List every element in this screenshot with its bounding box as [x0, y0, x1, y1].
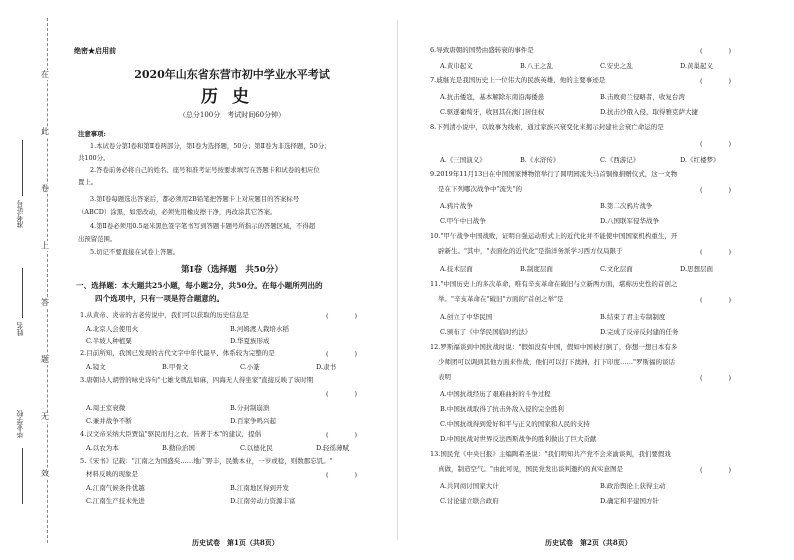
- option[interactable]: D.思想层面: [680, 265, 714, 273]
- question-stem: 7.戚继光是我国历史上一位伟大的民族英雄，他的主要事迹是: [430, 76, 606, 84]
- name-label: 姓名: [16, 322, 24, 336]
- notice-line: 置上。: [78, 178, 98, 186]
- option[interactable]: B.江南地区得到开发: [230, 484, 289, 492]
- question-stem: 3.唐朝诗人胡曾的咏史诗句"七雄戈戟乱如麻，四海无人得坐家"直接反映了该时期: [80, 376, 314, 384]
- option[interactable]: C.兼并战争不断: [86, 417, 132, 425]
- question-stem: 2.目前所知，我国已发现的古代文字中年代最早、体系较为完整的是: [80, 349, 275, 357]
- answer-paren[interactable]: ( ): [700, 186, 732, 194]
- option[interactable]: B.击败荷兰侵略者，收复台湾: [600, 93, 685, 101]
- option[interactable]: B.分封制崩溃: [230, 404, 270, 412]
- question-stem: 4.汉文帝采纳大臣贾谊"驱民而归之农，皆著于本"的建议，提倡: [80, 430, 262, 438]
- question-stem: 13.国民党《中央日报》主编陶希圣说："我们明知共产党不会来渝谈判，我们要假戏: [430, 450, 671, 458]
- notice-line: 2.答卷前务必将自己的姓名、座号和准考证号按要求填写在答题卡和试卷的相应位: [90, 166, 320, 174]
- margin-char: 效: [41, 469, 49, 478]
- margin-char: 卷: [41, 184, 49, 193]
- binding-margin: [0, 0, 70, 560]
- name-blank[interactable]: [22, 268, 23, 318]
- margin-char: 答: [41, 298, 49, 307]
- option[interactable]: D.八国联军侵华战争: [600, 217, 660, 225]
- option[interactable]: C.驱逐葡萄牙，收回其在澳门居住权: [440, 108, 545, 116]
- option[interactable]: C.中国抗战得到爱好和平与正义的国家和人民的支持: [440, 420, 590, 428]
- option[interactable]: D.抗击沙俄入侵，取得雅克萨大捷: [600, 108, 699, 116]
- answer-paren[interactable]: ( ): [326, 390, 358, 398]
- notice-line: 5.切记不要直接在试卷上答题。: [90, 248, 180, 256]
- exam-meta: （总分100分 考试时间60分钟）: [178, 111, 286, 119]
- option[interactable]: C.甲午中日战争: [440, 217, 486, 225]
- option[interactable]: B.勤俭治国: [162, 444, 195, 452]
- question-stem: 是在下列哪次战争中"流失"的: [438, 185, 522, 193]
- question-stem: 真做，制造空气。"由此可见，国民党发出谈判邀约的真实意图是: [438, 465, 623, 473]
- option[interactable]: A.北京人会使用火: [86, 325, 139, 333]
- part-intro: 四个选项中，只有一项是符合题意的。: [95, 294, 225, 303]
- answer-paren[interactable]: ( ): [700, 374, 732, 382]
- option[interactable]: D.江南劳动力资源丰富: [230, 497, 296, 505]
- option[interactable]: D.确定和平建国方针: [600, 497, 660, 505]
- school-blank[interactable]: [22, 448, 23, 504]
- exam-title: 2020年山东省东营市初中学业水平考试: [134, 68, 330, 81]
- dashed-cut-line: [47, 18, 48, 543]
- subject-title: 历史: [201, 87, 263, 107]
- option[interactable]: B.第二次鸦片战争: [600, 202, 653, 210]
- question-stem: 辟新生。"其中，"表面化的近代化"是指洋务派学习西方仅局限于: [438, 247, 623, 255]
- answer-paren[interactable]: ( ): [700, 77, 732, 85]
- option[interactable]: A.创立了中华民国: [440, 313, 493, 321]
- option[interactable]: C.半坡人种植粟: [86, 337, 132, 345]
- exam-number-label: 准考证号: [16, 200, 24, 228]
- question-stem: 6.导致唐朝的国势由盛转衰的事件是: [430, 46, 534, 54]
- page-footer: 历史试卷 第1页（共8页）: [192, 538, 279, 547]
- exam-number-blank[interactable]: [22, 140, 23, 196]
- option[interactable]: B.中国抗战取得了抗击外敌入侵的完全胜利: [440, 405, 564, 413]
- notice-line: （ABCD）涂黑，如需改动，必须先用橡皮擦干净，再改涂其它答案。: [78, 208, 277, 216]
- question-stem: 5.《宋书》记载："江南之为国盛矣……地广野丰，民勤本业，一岁或稔，则数郡忘饥。": [80, 457, 333, 465]
- answer-paren[interactable]: ( ): [326, 471, 358, 479]
- option[interactable]: D.隶书: [316, 363, 337, 371]
- option[interactable]: D.《红楼梦》: [680, 156, 720, 164]
- option[interactable]: A.鸦片战争: [440, 202, 473, 210]
- page-divider: [397, 20, 398, 540]
- option[interactable]: C.小篆: [240, 363, 260, 371]
- part-intro: 一、选择题：本大题共25小题，每小题2分，共50分。在每小题所列出的: [76, 281, 323, 290]
- option[interactable]: D.百家争鸣兴起: [230, 417, 277, 425]
- option[interactable]: B.河姆渡人栽培水稻: [230, 325, 289, 333]
- option[interactable]: C.文化层面: [600, 265, 633, 273]
- option[interactable]: C.安史之乱: [600, 62, 633, 70]
- option[interactable]: C.《西游记》: [600, 156, 640, 164]
- option[interactable]: B.结束了君主专制制度: [600, 313, 666, 321]
- option[interactable]: A.抗击倭寇，基本解除东南沿海倭患: [440, 93, 545, 101]
- margin-char: 无: [41, 412, 49, 421]
- margin-char: 此: [41, 127, 49, 136]
- question-stem: 少师团可以调到其他方面来作战，他们可以打下澳洲，打下印度……"罗斯福的谈话: [438, 358, 675, 366]
- option[interactable]: A.中国抗战经历了艰难曲折的斗争过程: [440, 390, 551, 398]
- option[interactable]: D.华夏族形成: [230, 337, 270, 345]
- answer-paren[interactable]: ( ): [326, 431, 358, 439]
- option[interactable]: B.制度层面: [520, 265, 553, 273]
- page-footer: 历史试卷 第2页（共8页）: [545, 538, 632, 547]
- question-stem: 9.2019年11月13日在中国国家博物馆举行了圆明园流失马首铜像捐赠仪式，这一文物: [430, 170, 678, 178]
- option[interactable]: A.《三国演义》: [440, 156, 486, 164]
- option[interactable]: A.技术层面: [440, 265, 473, 273]
- answer-paren[interactable]: ( ): [700, 248, 732, 256]
- option[interactable]: C.江南生产技术先进: [86, 497, 145, 505]
- option[interactable]: A.镜文: [86, 363, 106, 371]
- answer-paren[interactable]: ( ): [326, 350, 358, 358]
- notice-line: 1.本试卷分第Ⅰ卷和第Ⅱ卷两部分，第Ⅰ卷为选择题，50分；第Ⅱ卷为非选择题，50分；: [90, 142, 331, 150]
- question-stem: 表明: [438, 373, 451, 381]
- answer-paren[interactable]: ( ): [700, 140, 732, 148]
- question-stem: 10."甲午战争中国战败，证明自强运动形式上的近代化并不能使中国国家机构重生，开: [430, 232, 678, 240]
- answer-paren[interactable]: ( ): [700, 296, 732, 304]
- school-label: 毕业学校: [16, 410, 24, 438]
- option[interactable]: A.共同商讨国家大计: [440, 482, 499, 490]
- question-stem: 11."中国历史上的多次革命，唯有辛亥革命在破旧与立新两方面，堪称历史性的首创之: [430, 280, 678, 288]
- notice-line: 3.第Ⅰ卷每题选出答案后，都必须用2B铅笔把答题卡上对应题目的答案标号: [90, 195, 300, 203]
- option[interactable]: A.黄巾起义: [440, 62, 473, 70]
- notice-line: 4.第Ⅱ卷必须用0.5毫米黑色签字笔书写到答题卡题号所指示的答题区域，不得超: [90, 222, 316, 230]
- option[interactable]: B.政治舆论上获得主动: [600, 482, 666, 490]
- option[interactable]: D.黄巢起义: [680, 62, 714, 70]
- notice-title: 注意事项:: [78, 130, 106, 138]
- notice-line: 共100分。: [78, 154, 110, 162]
- option[interactable]: C.颁布了《中华民国临时约法》: [440, 328, 532, 336]
- confidential-mark: 绝密★启用前: [74, 46, 116, 55]
- notice-line: 出预留范围。: [78, 235, 117, 243]
- answer-paren[interactable]: ( ): [700, 47, 732, 55]
- question-stem: 1.从黄帝、炎帝的古老传说中，我们可以获取的历史信息是: [80, 311, 249, 319]
- option[interactable]: B.八王之乱: [520, 62, 553, 70]
- question-stem: 8.下列清小说中，以故事为线索，通过家族兴衰变化来揭示封建社会衰亡命运的是: [430, 123, 664, 131]
- option[interactable]: A.周王室衰微: [86, 404, 126, 412]
- margin-char: 在: [41, 70, 49, 79]
- option[interactable]: B.《水浒传》: [520, 156, 560, 164]
- option[interactable]: A.以农为本: [86, 444, 119, 452]
- question-stem: 举。"辛亥革命在"破旧"方面的"首创之举"是: [438, 295, 564, 303]
- section-title: 第Ⅰ卷（选择题 共50分）: [181, 265, 283, 275]
- option[interactable]: D.完成了反帝反封建的任务: [600, 328, 679, 336]
- option[interactable]: D.中国抗战对世界反法西斯战争的胜利做出了巨大贡献: [440, 435, 597, 443]
- answer-paren[interactable]: ( ): [326, 312, 358, 320]
- option[interactable]: A.江南气候条件优越: [86, 484, 145, 492]
- margin-char: 题: [41, 355, 49, 364]
- question-stem: 12.罗斯福谈到中国抗战时说："假如没有中国，假如中国被打倒了，你想一想日本有多: [430, 343, 678, 351]
- option[interactable]: B.甲骨文: [162, 363, 189, 371]
- answer-paren[interactable]: ( ): [700, 466, 732, 474]
- question-stem: 材料反映的现象是: [86, 470, 138, 478]
- option[interactable]: C.以德化民: [240, 444, 273, 452]
- option[interactable]: D.轻徭薄赋: [316, 444, 350, 452]
- option[interactable]: C.讨论建立联合政府: [440, 497, 499, 505]
- margin-char: 上: [41, 241, 49, 250]
